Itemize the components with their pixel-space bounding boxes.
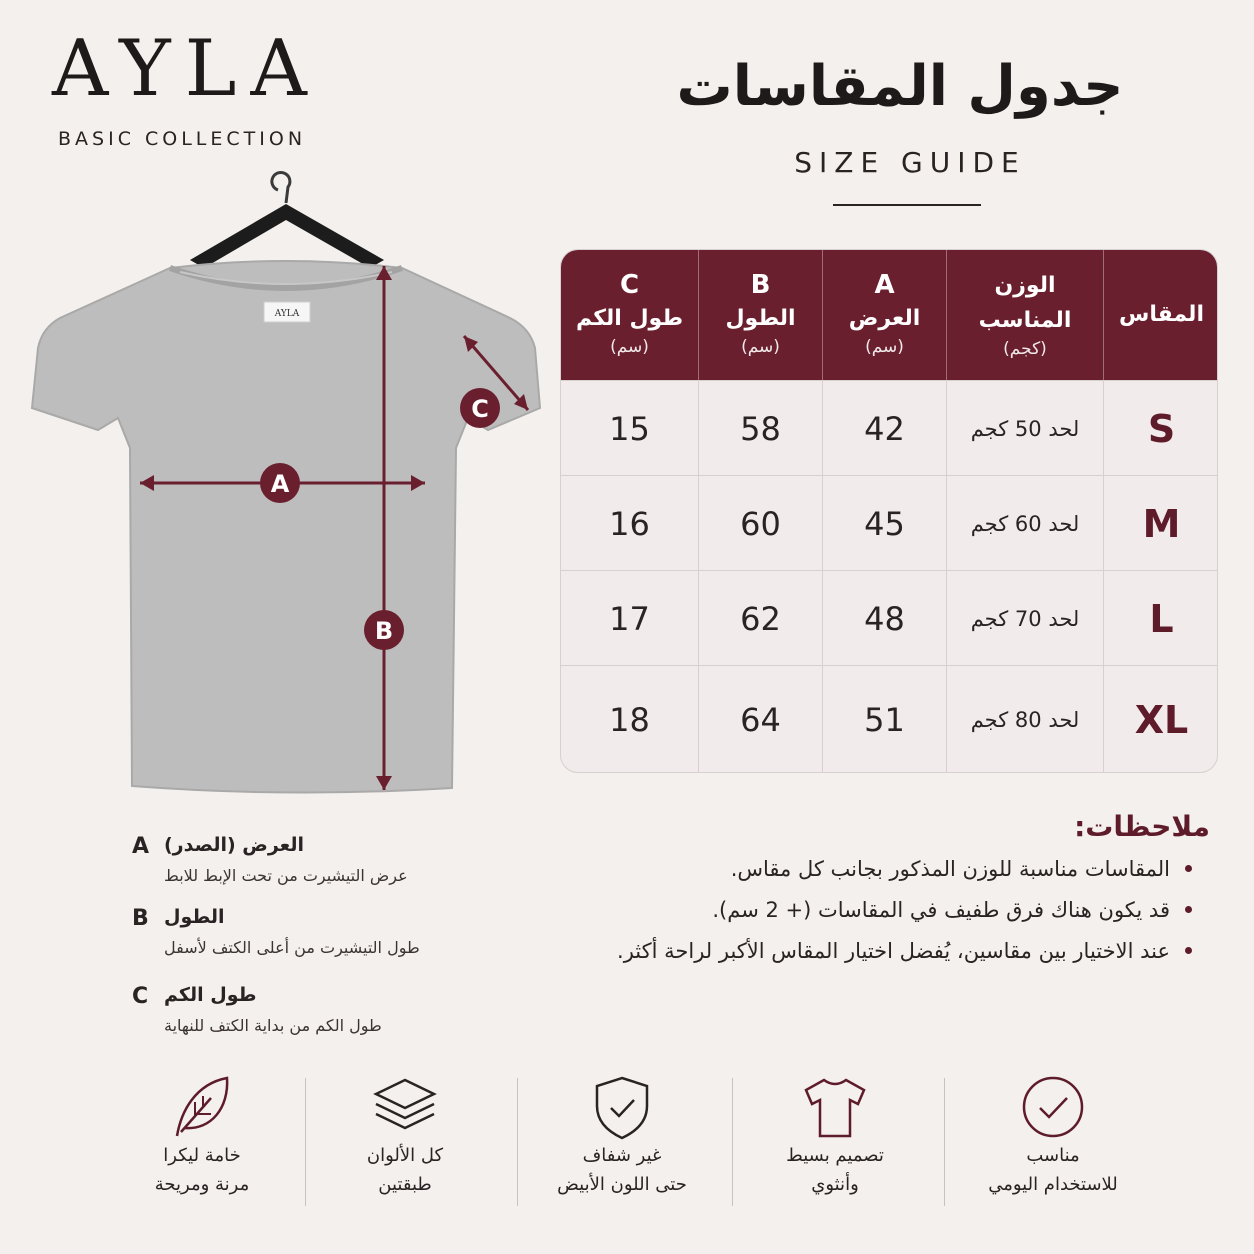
notes-title: ملاحظات: [1074,810,1210,843]
feature-colors: كل الألوان طبقتين [305,1072,505,1200]
cell-size: M [1103,476,1218,571]
cell-length: 64 [698,666,822,773]
svg-text:B: B [374,617,394,645]
neck-tag-logo: AYLA [274,309,300,319]
feature-daily: مناسب للاستخدام اليومي [953,1072,1153,1200]
feature-divider [732,1078,733,1206]
header-weight: الوزن المناسب (كجم) [946,250,1103,380]
title-divider [833,204,981,206]
cell-size: XL [1103,666,1218,773]
page-title-arabic: جدول المقاسات [676,54,1124,119]
cell-sleeve: 15 [609,409,650,448]
feature-lycra: خامة ليكرا مرنة ومريحة [102,1072,302,1200]
cell-size: S [1103,381,1218,476]
cell-weight: لحد 50 كجم [946,381,1103,476]
feature-opaque: غير شفاف حتى اللون الأبيض [522,1072,722,1200]
table-row [561,380,1218,476]
cell-length: 58 [698,381,822,476]
header-sleeve: C طول الكم (سم) [575,269,684,358]
header-size: المقاس [1103,250,1218,380]
cell-weight: لحد 80 كجم [946,666,1103,773]
table-row [561,475,1218,571]
header-width: A العرض (سم) [822,250,946,380]
table-header [561,250,1218,380]
shield-check-icon [587,1072,657,1142]
cell-sleeve: 16 [609,504,650,543]
tshirt-icon [800,1072,870,1142]
cell-length: 62 [698,571,822,666]
brand-subtitle: BASIC COLLECTION [58,128,307,150]
tshirt-body [32,261,540,793]
cell-width: 42 [822,381,946,476]
cell-weight: لحد 60 كجم [946,476,1103,571]
note-item: المقاسات مناسبة للوزن المذكور بجانب كل مقاس. [610,850,1170,890]
feature-design: تصميم بسيط وأنثوي [735,1072,935,1200]
tshirt-diagram [20,168,560,808]
legend-c: C طول الكم طول الكم من بداية الكتف للنهاية [132,984,382,1035]
cell-width: 51 [822,666,946,773]
svg-text:A: A [270,470,290,498]
cell-size: L [1103,571,1218,666]
legend-a: A العرض (الصدر) عرض التيشيرت من تحت الإبط للابط [132,834,408,885]
cell-sleeve: 18 [609,701,650,739]
cell-weight: لحد 70 كجم [946,571,1103,666]
cell-sleeve: 17 [609,599,650,638]
size-table [560,249,1218,773]
cell-width: 48 [822,571,946,666]
table-row [561,665,1218,773]
layers-icon [370,1072,440,1142]
leaf-icon [167,1072,237,1142]
note-item: عند الاختيار بين مقاسين، يُفضل اختيار المقاس الأكبر لراحة أكثر. [610,932,1170,972]
feature-divider [944,1078,945,1206]
page-title-english: SIZE GUIDE [794,146,1026,179]
table-row [561,570,1218,666]
brand-logo: AYLA [52,24,321,114]
check-circle-icon [1018,1072,1088,1142]
hanger-icon [190,172,384,268]
note-item: قد يكون هناك فرق طفيف في المقاسات (+ 2 سم). [610,891,1170,931]
header-length: B الطول (سم) [698,250,822,380]
feature-divider [517,1078,518,1206]
legend-b: B الطول طول التيشيرت من أعلى الكتف لأسفل [132,906,420,957]
svg-text:C: C [471,395,489,423]
cell-width: 45 [822,476,946,571]
cell-length: 60 [698,476,822,571]
